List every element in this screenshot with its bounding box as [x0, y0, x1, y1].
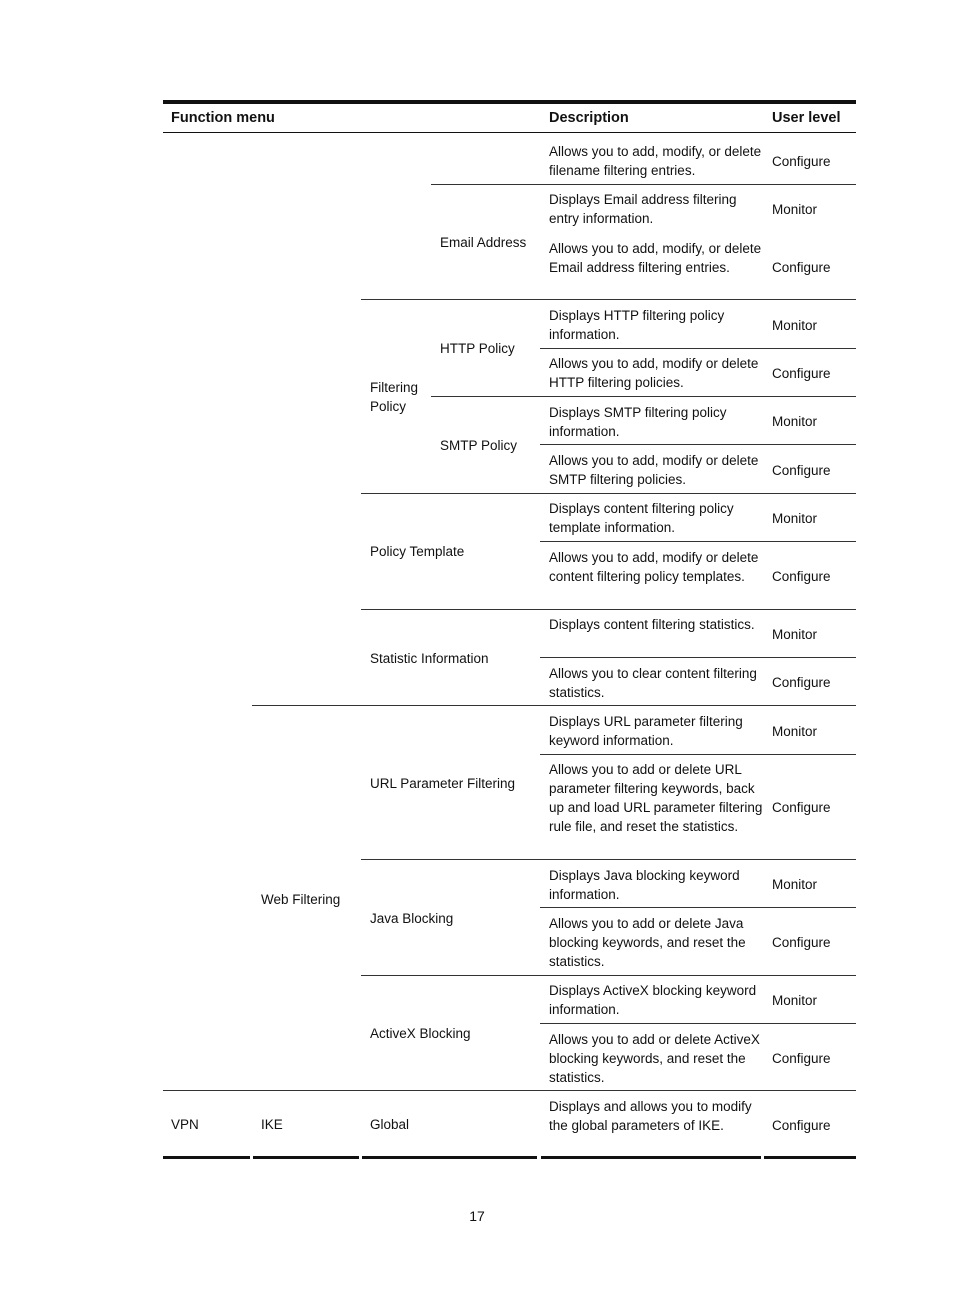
row-description: Allows you to add or delete ActiveX blocking keywords, and reset the statistics.: [549, 1032, 760, 1085]
row-user-level: Monitor: [772, 414, 818, 429]
menu-statistic-information: Statistic Information: [370, 651, 489, 666]
row-divider: [540, 1023, 856, 1024]
header-function-menu: Function menu: [171, 110, 275, 126]
row-description: Allows you to add, modify, or delete Email address filtering entries.: [549, 241, 762, 275]
row-description: Displays and allows you to modify the global parameters of IKE.: [549, 1099, 752, 1133]
row-divider: [540, 657, 856, 658]
page-number: 17: [469, 1208, 485, 1224]
row-divider: [540, 348, 856, 349]
menu-filtering-policy: Filtering Policy: [370, 380, 419, 414]
menu-url-parameter-filtering: URL Parameter Filtering: [370, 776, 516, 791]
header-description: Description: [549, 110, 629, 126]
row-description: Displays HTTP filtering policy information.: [549, 308, 725, 342]
row-divider: [163, 1090, 856, 1091]
row-description: Allows you to add, modify or delete content filtering policy templates.: [549, 550, 759, 584]
bottom-rule: [541, 1156, 761, 1159]
row-user-level: Monitor: [772, 511, 818, 526]
row-user-level: Configure: [772, 260, 831, 275]
row-user-level: Monitor: [772, 993, 818, 1008]
row-user-level: Monitor: [772, 202, 818, 217]
header-rule: [163, 132, 856, 133]
bottom-rule: [764, 1156, 856, 1159]
menu-java-blocking: Java Blocking: [370, 911, 454, 926]
menu-policy-template: Policy Template: [370, 544, 465, 559]
row-description: Allows you to clear content filtering statistics.: [549, 666, 757, 700]
row-user-level: Monitor: [772, 724, 818, 739]
row-divider: [540, 907, 856, 908]
row-description: Displays content filtering policy template information.: [549, 501, 734, 535]
row-description: Displays content filtering statistics.: [549, 617, 755, 632]
menu-email-address: Email Address: [440, 235, 527, 250]
row-user-level: Configure: [772, 800, 831, 815]
row-description: Displays SMTP filtering policy information.: [549, 405, 727, 439]
row-divider: [431, 396, 856, 397]
row-description: Allows you to add or delete Java blocking keywords, and reset the statistics.: [549, 916, 746, 969]
row-description: Allows you to add, modify, or delete filename filtering entries.: [549, 144, 762, 178]
row-description: Displays Email address filtering entry information.: [549, 192, 737, 226]
row-description: Displays URL parameter filtering keyword information.: [549, 714, 743, 748]
row-user-level: Configure: [772, 1051, 831, 1066]
row-divider: [431, 184, 856, 185]
menu-web-filtering: Web Filtering: [261, 892, 341, 907]
row-description: Displays Java blocking keyword information.: [549, 868, 740, 902]
row-user-level: Monitor: [772, 318, 818, 333]
row-divider: [361, 609, 856, 610]
row-user-level: Monitor: [772, 877, 818, 892]
menu-smtp-policy: SMTP Policy: [440, 438, 518, 453]
row-user-level: Configure: [772, 1118, 831, 1133]
bottom-rule: [362, 1156, 537, 1159]
row-description: Displays ActiveX blocking keyword information.: [549, 983, 757, 1017]
row-divider: [361, 493, 856, 494]
row-divider: [540, 754, 856, 755]
row-user-level: Configure: [772, 569, 831, 584]
bottom-rule: [163, 1156, 250, 1159]
row-user-level: Configure: [772, 463, 831, 478]
row-description: Allows you to add, modify or delete SMTP filtering policies.: [549, 453, 759, 487]
row-divider: [361, 975, 856, 976]
row-user-level: Configure: [772, 154, 831, 169]
row-divider: [540, 541, 856, 542]
row-divider: [361, 299, 856, 300]
row-divider: [540, 444, 856, 445]
row-description: Allows you to add or delete URL parameter filtering keywords, back up and load URL parameter filtering rule file, and reset the statistics.: [549, 762, 763, 834]
row-description: Allows you to add, modify or delete HTTP filtering policies.: [549, 356, 759, 390]
row-user-level: Configure: [772, 675, 831, 690]
menu-ike: IKE: [261, 1117, 283, 1132]
row-divider: [252, 705, 856, 706]
row-divider: [361, 859, 856, 860]
menu-global: Global: [370, 1117, 410, 1132]
menu-activex-blocking: ActiveX Blocking: [370, 1026, 471, 1041]
header-user-level: User level: [772, 110, 841, 126]
row-user-level: Monitor: [772, 627, 818, 642]
bottom-rule: [253, 1156, 359, 1159]
row-user-level: Configure: [772, 366, 831, 381]
function-menu-table: [163, 100, 856, 1160]
menu-http-policy: HTTP Policy: [440, 341, 515, 356]
menu-vpn: VPN: [171, 1117, 199, 1132]
row-user-level: Configure: [772, 935, 831, 950]
